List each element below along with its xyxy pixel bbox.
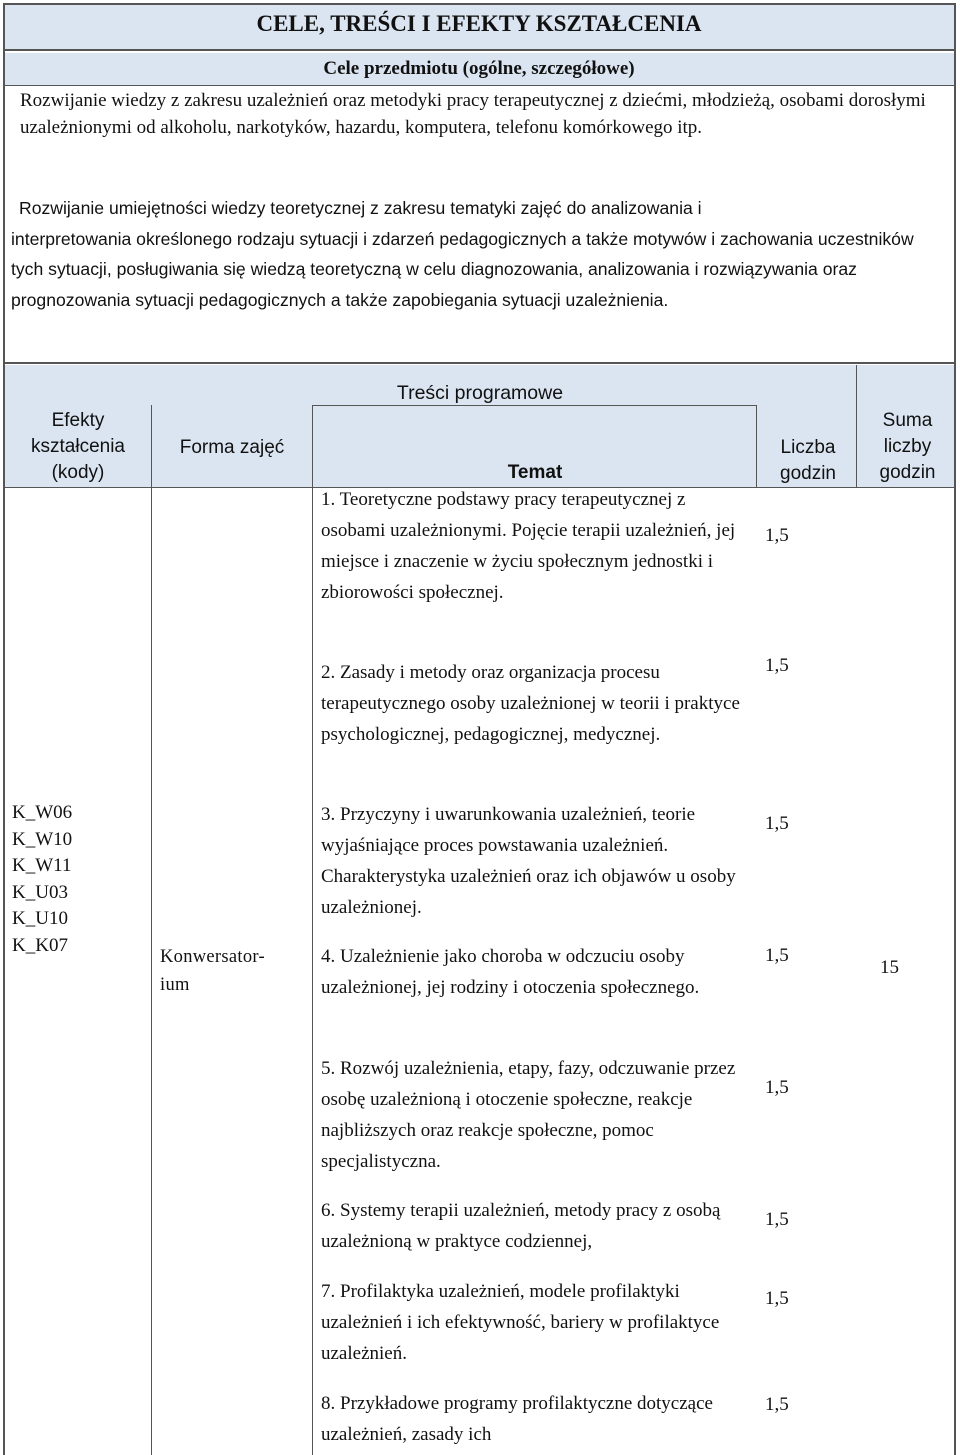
- class-form-line-2: ium: [160, 975, 190, 995]
- col-line-4: [856, 365, 857, 488]
- divider-title: [3, 49, 956, 51]
- header-efekty: Efekty kształcenia (kody): [31, 410, 125, 483]
- code-item: K_U03: [12, 881, 68, 903]
- class-form: [160, 943, 265, 999]
- class-form-line-1: Konwersator-: [160, 947, 265, 967]
- col-line-1: [151, 405, 152, 1455]
- goals-paragraph-2-rest: interpretowania określonego rodzaju sytuacji i zdarzeń pedagogicznych a także motywów i zachowania uczestników tych sytuacji, posługiwania się wiedzą teoretyczną w celu diagnozowania, analizowania i rozwiązywania oraz prognozowania sytuacji pedagogicznych a także zapobiegania sytuacji uzależnienia.: [11, 228, 914, 310]
- code-item: K_W06: [12, 802, 73, 823]
- border-right: [954, 3, 956, 1455]
- topic-8: 8. Przykładowe programy profilaktyczne dotyczące uzależnień, zasady ich: [321, 1393, 713, 1445]
- topic-3-hours: 1,5: [765, 813, 789, 834]
- learning-outcome-codes: [12, 800, 72, 959]
- topic-7-hours: 1,5: [765, 1288, 789, 1309]
- topic-4: 4. Uzależnienie jako choroba w odczuciu osoby uzależnionej, jej rodziny i otoczenia społecznego.: [321, 946, 700, 998]
- goals-paragraph-1: Rozwijanie wiedzy z zakresu uzależnień oraz metodyki pracy terapeutycznej z dziećmi, młodzieżą, osobami dorosłymi uzależnionymi od alkoholu, narkotyków, hazardu, komputera, telefonu komórkowego itp.: [20, 90, 926, 138]
- topic-1: 1. Teoretyczne podstawy pracy terapeutycznej z osobami uzależnionymi. Pojęcie terapii uzależnień, jej miejsce i znaczenie w życiu społecznym jednostki i zbiorowości społecznej.: [321, 489, 736, 603]
- code-item: K_W10: [12, 828, 73, 850]
- col-line-3: [756, 405, 757, 488]
- header-suma: Suma liczby godzin: [879, 410, 936, 483]
- col-line-2: [312, 405, 313, 1455]
- topic-3: 3. Przyczyny i uwarunkowania uzależnień, teorie wyjaśniające proces powstawania uzależnień. Charakterystyka uzależnień oraz ich objawów u osoby uzależnionej.: [321, 804, 736, 918]
- header-forma: Forma zajęć: [179, 437, 285, 458]
- border-left: [3, 3, 5, 1455]
- topic-2-hours: 1,5: [765, 655, 789, 676]
- goals-paragraph-2-first-line: Rozwijanie umiejętności wiedzy teoretycznej z zakresu tematyki zajęć do analizowania i: [19, 198, 702, 218]
- topic-2: 2. Zasady i metody oraz organizacja procesu terapeutycznego osoby uzależnionej w teorii i praktyce psychologicznej, pedagogicznej, medycznej.: [321, 662, 740, 745]
- topic-4-hours: 1,5: [765, 945, 789, 966]
- topic-1-hours: 1,5: [765, 525, 789, 546]
- code-item: K_K07: [12, 934, 68, 956]
- goals-paragraph-2: [11, 193, 941, 315]
- header-liczba: Liczba godzin: [780, 437, 836, 484]
- divider-goals-end: [3, 362, 956, 364]
- topic-6-hours: 1,5: [765, 1209, 789, 1230]
- code-item: K_U10: [12, 908, 68, 929]
- topic-8-hours: 1,5: [765, 1394, 789, 1415]
- code-item: K_W11: [12, 855, 72, 876]
- topic-6: 6. Systemy terapii uzależnień, metody pracy z osobą uzależnioną w praktyce codziennej,: [321, 1200, 721, 1252]
- topic-5: 5. Rozwój uzależnienia, etapy, fazy, odczuwanie przez osobę uzależnioną i otoczenie społeczne, reakcje najbliższych oraz reakcje społeczne, pomoc specjalistyczna.: [321, 1058, 736, 1172]
- topic-5-hours: 1,5: [765, 1077, 789, 1098]
- header-tresci: Treści programowe: [396, 382, 564, 404]
- header-temat: Temat: [507, 462, 563, 483]
- goals-heading: Cele przedmiotu (ogólne, szczegółowe): [323, 58, 635, 79]
- topic-7: 7. Profilaktyka uzależnień, modele profilaktyki uzależnień i ich efektywność, bariery w profilaktyce uzależnień.: [321, 1281, 720, 1364]
- section-title: CELE, TREŚCI I EFEKTY KSZTAŁCENIA: [256, 11, 702, 36]
- total-hours: 15: [880, 957, 899, 978]
- divider-goals-heading: [3, 85, 956, 86]
